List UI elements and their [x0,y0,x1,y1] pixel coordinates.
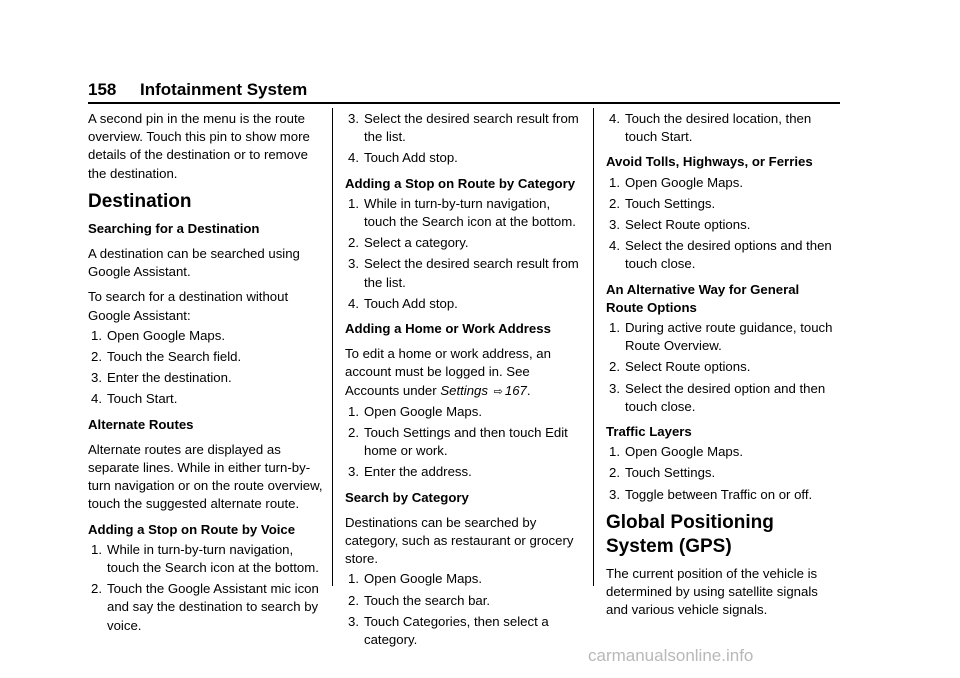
step-number: 2. [348,425,359,441]
step-number: 2. [609,359,620,375]
step-text: Touch Settings. [625,465,716,481]
step-text: Enter the address. [364,464,472,480]
list-item [345,592,583,610]
step-list [345,570,583,649]
step-text: Touch the desired location, then touch Start. [625,111,812,145]
list-item [345,570,583,588]
step-text: Touch Add stop. [364,295,458,311]
column-1 [88,110,324,642]
list-item [88,348,324,366]
list-item [606,174,840,192]
step-number: 2. [91,581,102,597]
list-item [88,580,324,635]
step-text: Open Google Maps. [107,327,226,343]
step-number: 3. [348,464,359,480]
step-text: During active route guidance, touch Route Overview. [625,320,833,354]
step-number: 1. [348,195,359,211]
step-text: Open Google Maps. [625,174,744,190]
list-item [88,541,324,577]
voice-stop-heading: Adding a Stop on Route by Voice [88,521,296,537]
page-number: 158 [88,80,117,99]
intro-paragraph: A second pin in the menu is the route overview. Touch this pin to show more details of the destination or to remove the destination. [88,111,310,181]
step-number: 4. [348,150,359,166]
column-2 [345,110,583,656]
list-item [606,486,840,504]
step-text: While in turn-by-turn navigation, touch the Search icon at the bottom. [107,541,319,576]
column-3 [606,110,840,626]
step-number: 1. [609,444,620,460]
gps-paragraph: The current position of the vehicle is determined by using satellite signals and various vehicle signals. [606,565,818,618]
list-item [606,110,840,146]
list-item [345,234,583,252]
list-item [345,403,583,421]
searching-paragraph: To search for a destination without Google Assistant: [88,289,289,323]
step-text: Select a category. [364,235,469,251]
header-divider [88,102,840,104]
step-list [88,327,324,409]
step-number: 1. [91,327,102,343]
step-number: 4. [609,238,620,254]
step-text: Select the desired search result from the list. [364,111,579,145]
list-item [345,613,583,649]
page-reference-arrow-icon: ⇨ [493,385,503,398]
list-item [88,390,324,408]
step-text: Open Google Maps. [364,403,483,419]
step-number: 2. [348,235,359,251]
list-item [606,464,840,482]
list-item [345,295,583,313]
step-number: 1. [348,571,359,587]
list-item [345,424,583,460]
step-number: 1. [609,320,620,336]
destination-heading: Destination [88,190,192,212]
avoid-heading: Avoid Tolls, Highways, or Ferries [606,154,813,170]
step-number: 3. [609,380,620,396]
step-number: 2. [609,465,620,481]
step-text: Touch Settings. [625,195,716,211]
step-list [606,174,840,274]
step-number: 4. [348,295,359,311]
list-item [606,380,840,416]
searching-heading: Searching for a Destination [88,220,260,236]
step-text: Open Google Maps. [625,444,744,460]
step-number: 2. [609,195,620,211]
step-number: 3. [91,370,102,386]
section-title: Infotainment System [140,80,308,99]
step-text: Touch the search bar. [364,592,491,608]
column-divider [593,108,594,586]
step-text: Touch Add stop. [364,150,458,166]
step-list [606,443,840,504]
gps-heading: Global Positioning System (GPS) [606,511,774,557]
step-text: Touch Settings and then touch Edit home or work. [364,425,568,459]
alternative-way-heading: An Alternative Way for General Route Options [606,281,800,315]
list-item [606,216,840,234]
step-number: 1. [609,174,620,190]
step-text: Select the desired search result from the list. [364,256,579,290]
step-list [606,110,840,146]
step-text: Select the desired options and then touch close. [625,238,832,272]
list-item [345,195,583,231]
list-item [345,149,583,167]
list-item [88,369,324,387]
list-item [345,255,583,291]
list-item [606,358,840,376]
column-divider [332,108,333,586]
list-item [606,319,840,355]
home-work-heading: Adding a Home or Work Address [345,321,551,337]
list-item [606,237,840,273]
step-text: Select Route options. [625,217,751,233]
alternate-routes-paragraph: Alternate routes are displayed as separate lines. While in either turn-by-turn navigation or on the route overview, touch the suggested alternate route. [88,441,323,512]
step-text: Select the desired option and then touch close. [625,380,826,414]
list-item [606,195,840,213]
step-text: While in turn-by-turn navigation, touch the Search icon at the bottom. [364,195,576,230]
step-number: 3. [348,111,359,126]
step-list [345,195,583,313]
step-text: Select Route options. [625,359,751,375]
home-work-period: . [526,382,531,398]
page-header [88,80,840,102]
search-category-heading: Search by Category [345,489,469,505]
search-category-paragraph: Destinations can be searched by category, such as restaurant or grocery store. [345,514,574,567]
step-text: Touch the Search field. [107,349,242,365]
step-number: 3. [609,217,620,233]
step-number: 1. [348,403,359,419]
step-number: 3. [348,613,359,629]
list-item [345,463,583,481]
step-list [345,403,583,482]
list-item [345,110,583,146]
step-text: Touch Start. [107,391,178,407]
traffic-layers-heading: Traffic Layers [606,424,692,440]
searching-paragraph: A destination can be searched using Google Assistant. [88,246,300,280]
list-item [606,443,840,461]
step-number: 2. [348,592,359,608]
category-stop-heading: Adding a Stop on Route by Category [345,175,576,191]
step-text: Touch the Google Assistant mic icon and say the destination to search by voice. [107,581,319,633]
list-item [88,327,324,345]
step-text: Open Google Maps. [364,571,483,587]
alternate-routes-heading: Alternate Routes [88,416,194,432]
step-text: Toggle between Traffic on or off. [625,486,813,502]
step-number: 1. [91,541,102,557]
settings-link[interactable]: Settings [440,382,488,398]
watermark: carmanualsonline.info [588,646,754,665]
home-work-paragraph [345,345,583,401]
page-reference-number[interactable]: 167 [504,382,527,398]
step-number: 2. [91,349,102,365]
step-number: 3. [609,486,620,502]
step-number: 3. [348,256,359,272]
home-work-text: To edit a home or work address, an account must be logged in. See Accounts under [345,346,551,398]
step-number: 4. [609,111,620,126]
step-number: 4. [91,391,102,407]
step-text: Enter the destination. [107,370,232,386]
step-list [88,541,324,635]
step-list [345,110,583,168]
step-list [606,319,840,416]
step-text: Touch Categories, then select a category. [364,613,549,648]
